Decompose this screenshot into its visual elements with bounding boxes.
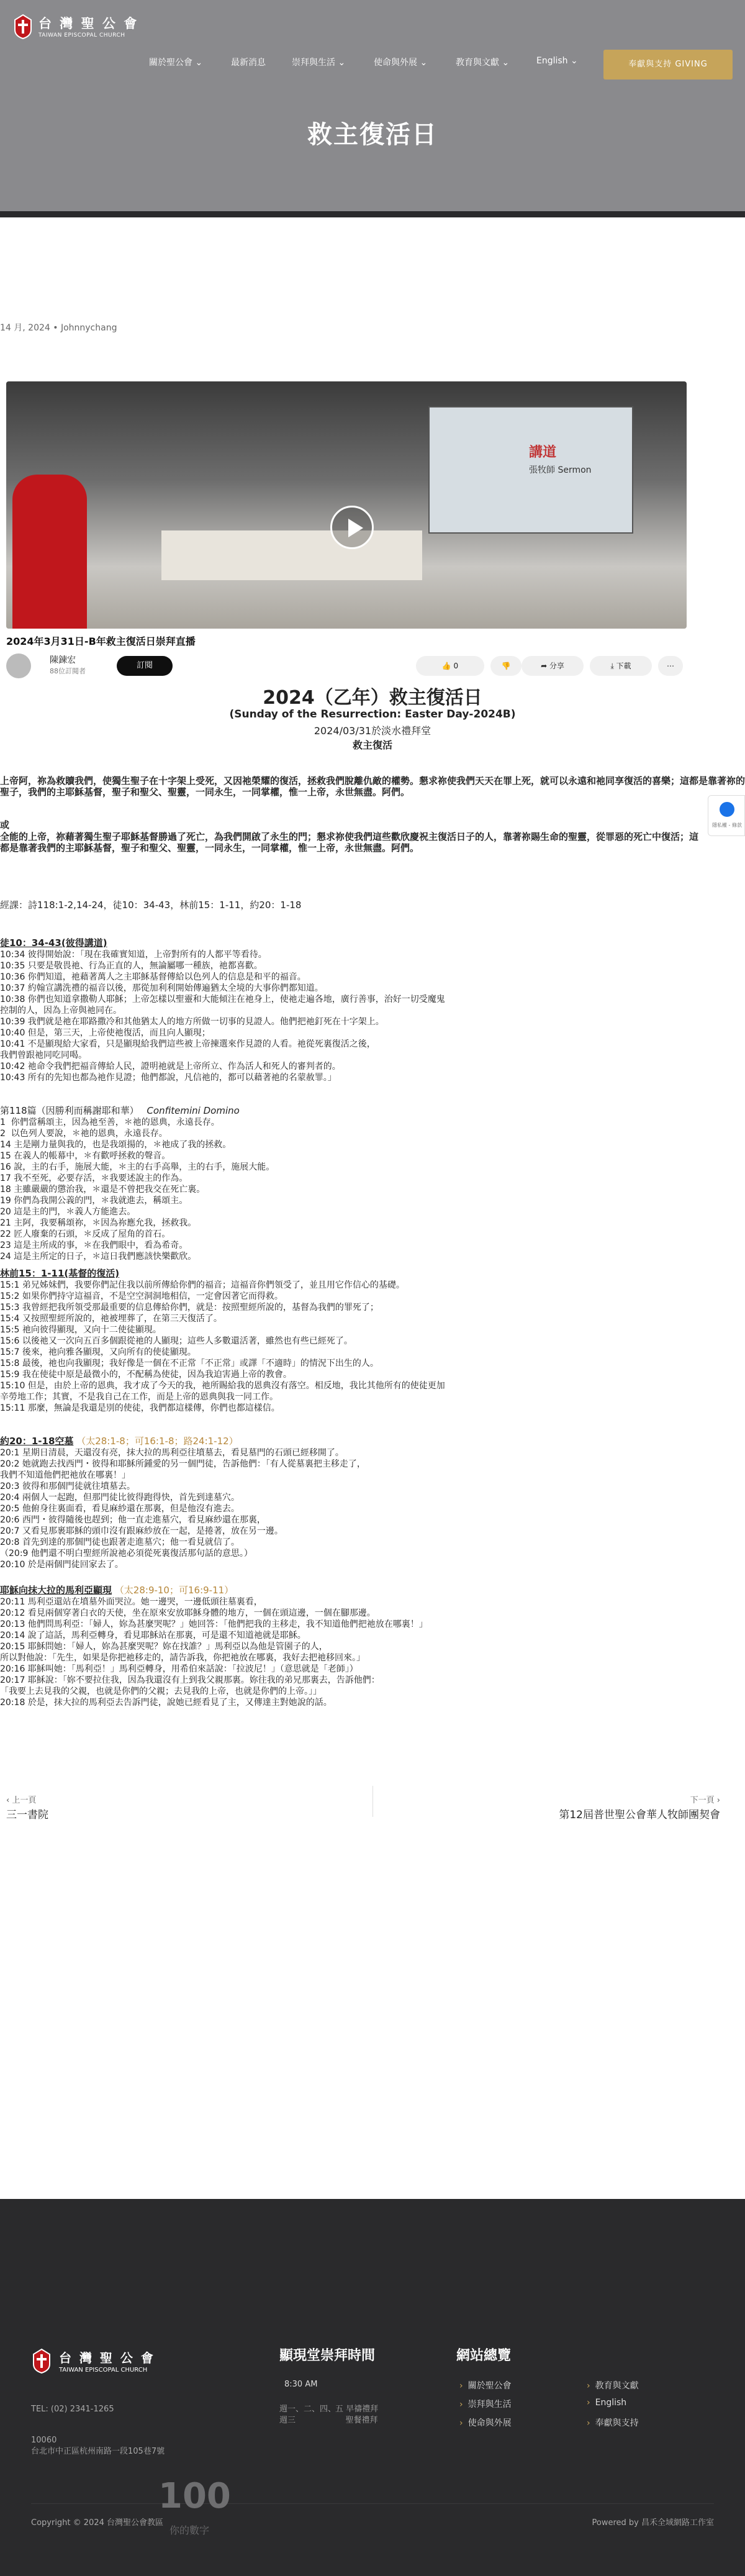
collect-1: 上帝阿，祢為救贖我們，使獨生聖子在十字架上受死，又因祂榮耀的復活，拯救我們脫離仇敵的權勢。懇求祢使我們天天在罪上死，就可以永遠和祂同享復活的喜樂；這都是靠著祢的聖子，我們的主耶穌基督，聖子和聖父、聖靈，一同永生，一同掌權，惟一上帝，永世無盡。阿們。 — [0, 775, 745, 798]
church-logo-icon — [31, 2348, 52, 2374]
cor-heading: 林前15：1-11(基督的復活) — [0, 1268, 120, 1279]
subscriber-count: 88位訂閱者 — [50, 667, 86, 675]
post-navigation — [0, 1786, 745, 1823]
share-button[interactable]: ➦ 分享 — [522, 656, 584, 676]
nav-news[interactable]: 最新消息 — [231, 58, 266, 68]
projection-screen — [428, 406, 633, 534]
prev-label[interactable]: ‹ 上一頁 — [6, 1796, 37, 1805]
psalm-heading — [0, 1104, 745, 1117]
acts-heading: 徒10：34-43(彼得講道) — [0, 937, 107, 949]
footer-brand-zh: 台 灣 聖 公 會 — [59, 2351, 155, 2365]
footer-address: 10060 台北市中正區杭州南路一段105巷7號 — [31, 2436, 165, 2456]
mary-heading — [0, 1584, 745, 1596]
site-logo[interactable] — [12, 12, 149, 47]
nav-mission[interactable]: 使命與外展 ⌄ — [374, 58, 428, 68]
page-title: 救主復活日 — [307, 121, 438, 148]
recaptcha-text: 隱私權 - 條款 — [712, 822, 742, 828]
brand-name-en: TAIWAN EPISCOPAL CHURCH — [38, 32, 125, 39]
video-caption: 2024年3月31日-B年救主復活日崇拜直播 — [6, 635, 196, 647]
nav-worship[interactable]: 崇拜與生活 ⌄ — [292, 58, 346, 68]
post-meta: 14 月, 2024 • Johnnychang — [0, 323, 117, 333]
site-header — [0, 0, 745, 69]
video-player[interactable] — [6, 381, 687, 629]
subscribe-button[interactable]: 訂閱 — [117, 656, 173, 676]
footer-link-education[interactable]: › 教育與文獻 — [587, 2379, 639, 2392]
nav-about[interactable]: 關於聖公會 ⌄ — [149, 58, 203, 68]
copyright: Copyright © 2024 台灣聖公會教區 — [31, 2518, 164, 2528]
cor-text: 15:1 弟兄姊妹們，我要你們記住我以前所傳給你們的福音；這福音你們領受了，並且用它作信心的基礎。 15:2 如果你們持守這福音，不是空空洞洞地相信，一定會因著它而得救。 15:3 我曾經把我所領受那最重要的信息傳給你們，就是：按照聖經所說的，基督為我們的罪死了； 15:4 又按照聖經所說的，祂被埋葬了，在第三天復活了。 15:5 祂向彼得顯現，又向十二使徒顯現。 15:6 以後祂又一次向五百多個跟從祂的人顯現；這些人多數還活著，雖然也有些已經死了。 15:7 後來，祂向雅各顯現，又向所有的使徒顯現。 15:8 最後，祂也向我顯現；我好像是一個在不正常「不正常」或譯「不適時」的情況下出生的人。 15:9 我在使徒中原是最微小的，不配稱為使徒，因為我迫害過上帝的教會。 15:10 但是，由於上帝的恩典，我才成了今天的我，祂所賜給我的恩典沒有落空。相反地，我比其他所有的使徒更加 辛勞地工作；其實，不是我自己在工作，而是上帝的恩典與我一同工作。 15:11 那麼，無論是我還是別的使徒，我們都這樣傳，你們也都這樣信。 — [0, 1280, 445, 1413]
score-value: 100 — [158, 2476, 231, 2516]
john-refs: （太28:1-8；可16:1-8；路24:1-12） — [76, 1436, 238, 1447]
postnav-divider — [372, 1786, 373, 1817]
footer-divider — [31, 2503, 714, 2504]
prev-post-link[interactable]: 三一書院 — [6, 1809, 48, 1821]
worship-note-1: 週一、二、四、 週三 — [279, 2405, 336, 2425]
worship-time: 8:30 AM — [284, 2380, 318, 2389]
mary-refs: （太28:9-10；可16:9-11） — [114, 1585, 234, 1596]
channel-bar — [6, 653, 689, 678]
footer-link-english[interactable]: › English — [587, 2398, 626, 2408]
mary-text: 20:11 馬利亞還站在墳墓外面哭泣。她一邊哭，一邊低頭往墓裏看， 20:12 看見兩個穿著白衣的天使，坐在原來安放耶穌身體的地方，一個在頭這邊，一個在腳那邊。 20:13 他們問馬利亞：「婦人，妳為甚麼哭呢？」她回答：「他們把我的主移走，我不知道他們把祂放在哪裏！」 20:14 說了這話，馬利亞轉身，看見耶穌站在那裏，可是還不知道祂就是耶穌。 20:15 耶穌問她：「婦人，妳為甚麼哭呢？妳在找誰？」馬利亞以為他是管園子的人， 所以對他說：「先生，如果是你把祂移走的，請告訴我，你把祂放在哪裏，我好去把祂移回來。」 20:16 耶穌叫她：「馬利亞！」馬利亞轉身，用希伯來話說：「拉波尼！」（意思就是「老師」） 20:17 耶穌說：「妳不要拉住我，因為我還沒有上到我父親那裏。妳往我的弟兄那裏去，告訴他們： 「我要上去見我的父親，也就是你們的父親；去見我的上帝，也就是你們的上帝。」」 20:18 於是，抹大拉的馬利亞去告訴門徒，說她已經看見了主，又傳達主對她說的話。 — [0, 1597, 428, 1708]
mary-title: 耶穌向抹大拉的馬利亞顯現 — [0, 1585, 112, 1596]
download-button[interactable]: ⤓ 下載 — [590, 656, 652, 676]
john-heading — [0, 1435, 745, 1447]
worship-note-2: 五 早禱禮拜 聖餐禮拜 — [335, 2405, 379, 2425]
screen-title: 講道 — [529, 445, 557, 460]
footer-link-mission[interactable]: › 使命與外展 — [459, 2416, 512, 2429]
avatar[interactable] — [6, 653, 31, 678]
footer-link-worship[interactable]: › 崇拜與生活 — [459, 2398, 512, 2410]
worship-heading: 顯現堂崇拜時間 — [279, 2348, 376, 2364]
dislike-button[interactable]: 👎 — [490, 656, 522, 676]
article-date: 2024/03/31於淡水禮拜堂 — [314, 725, 431, 737]
psalm-title: 第118篇（因勝利而稱謝耶和華） — [0, 1105, 139, 1116]
church-logo-icon — [12, 14, 34, 40]
footer-link-giving[interactable]: › 奉獻與支持 — [587, 2416, 639, 2429]
more-button[interactable]: ⋯ — [658, 656, 683, 676]
article-title: 2024（乙年）救主復活日 — [263, 687, 482, 709]
john-text: 20:1 星期日清晨，天還沒有亮，抹大拉的馬利亞往墳墓去，看見墓門的石頭已經移開了。 20:2 她就跑去找西門・彼得和耶穌所鍾愛的另一個門徒，告訴他們：「有人從墓裏把主移走了， 我們不知道他們把祂放在哪裏！」 20:3 彼得和那個門徒就往墳墓去。 20:4 兩個人一起跑，但那門徒比彼得跑得快，首先到達墓穴。 20:5 他俯身往裏面看，看見麻紗還在那裏，但是他沒有進去。 20:6 西門・彼得隨後也趕到；他一直走進墓穴，看見麻紗還在那裏， 20:7 又看見那裹耶穌的頭巾沒有跟麻紗放在一起，是捲著，放在另一邊。 20:8 首先到達的那個門徒也跟著走進墓穴；他一看見就信了。 （20:9 他們還不明白聖經所說祂必須從死裏復活那句話的意思。） 20:10 於是兩個門徒回家去了。 — [0, 1448, 366, 1570]
sitemap-heading: 網站總覽 — [456, 2348, 512, 2364]
nav-english[interactable]: English ⌄ — [536, 56, 578, 66]
acts-text: 10:34 彼得開始說：「現在我確實知道，上帝對所有的人都平等看待。 10:35 只要是敬畏祂、行為正直的人，無論屬哪一種族，祂都喜歡。 10:36 你們知道，祂藉著萬人之主耶穌基督傳給以色列人的信息是和平的福音。 10:37 約翰宣講洗禮的福音以後，那從加利利開始傳遍猶太全境的大事你們都知道。 10:38 你們也知道拿撒勒人耶穌；上帝怎樣以聖靈和大能傾注在祂身上，使祂走遍各地，廣行善事，治好一切受魔鬼 控制的人，因為上帝與祂同在。 10:39 我們就是祂在耶路撒冷和其他猶太人的地方所做一切事的見證人。他們把祂釘死在十字架上。 10:40 但是，第三天，上帝使祂復活，而且向人顯現； 10:41 不是顯現給大家看，只是顯現給我們這些被上帝揀選來作見證的人看。祂從死裏復活之後， 我們曾跟祂同吃同喝。 10:42 祂命令我們把福音傳給人民，證明祂就是上帝所立、作為活人和死人的審判者的。 10:43 所有的先知也都為祂作見證；他們都說，凡信祂的，都可以藉著祂的名蒙赦罪。」 — [0, 950, 445, 1083]
screen-subtitle: 張牧師 Sermon — [529, 465, 592, 475]
footer-tel: TEL: (02) 2341-1265 — [31, 2405, 114, 2414]
next-label[interactable]: 下一頁 › — [690, 1796, 720, 1805]
recaptcha-badge[interactable] — [708, 795, 745, 836]
article-subtitle: (Sunday of the Resurrection: Easter Day-2024B) — [229, 708, 516, 721]
recaptcha-icon — [720, 802, 734, 817]
collect-or: 或 — [0, 819, 10, 831]
channel-name[interactable]: 陳鍊宏 — [50, 655, 76, 665]
like-button[interactable]: 👍 0 — [416, 656, 484, 676]
brand-name-zh: 台 灣 聖 公 會 — [38, 16, 139, 31]
altar — [161, 530, 422, 580]
hero-bottom-band — [0, 211, 745, 217]
footer-link-about[interactable]: › 關於聖公會 — [459, 2379, 512, 2392]
site-footer — [0, 2199, 745, 2576]
collect-2: 全能的上帝，祢藉著獨生聖子耶穌基督勝過了死亡，為我們開啟了永生的門；懇求祢使我們這些歡欣慶祝主復活日子的人，靠著祢賜生命的聖靈，從罪惡的死亡中復活；這都是靠著我們的主耶穌基督，聖子和聖父、聖靈，一同永生，一同掌權，惟一上帝，永世無盡。阿們。 — [0, 831, 699, 853]
john-title: 約20：1-18空墓 — [0, 1436, 74, 1447]
next-post-link[interactable]: 第12屆普世聖公會華人牧師團契會 — [559, 1809, 720, 1821]
article-service: 救主復活 — [352, 739, 392, 751]
psalm-text: 1 你們當稱頌主，因為祂至善，＊祂的恩典，永遠長存。 2 以色列人要說，＊祂的恩典，永遠長存。 14 主是剛力量與我的，也是我頌揚的，＊祂成了我的拯救。 15 在義人的帳幕中，＊有歡呼拯救的聲音。 16 說，主的右手，施展大能，＊主的右手高舉，主的右手，施展大能。 17 我不至死，必要存活，＊我要述說主的作為。 18 主雖嚴嚴的懲治我，＊還是不曾把我交在死亡裏。 19 你們為我開公義的門，＊我就進去，稱頌主。 20 這是主的門，＊義人方能進去。 21 主阿，我要稱頌祢，＊因為祢應允我，拯救我。 22 匠人廢棄的石頭，＊反成了屋角的首石。 23 這是主所成的事，＊在我們眼中，看為希奇。 24 這是主所定的日子，＊這日我們應該快樂歡欣。 — [0, 1117, 275, 1262]
psalm-latin: Confitemini Domino — [147, 1105, 240, 1116]
score-label: 你的數字 — [169, 2524, 210, 2536]
priest-figure — [12, 475, 87, 629]
giving-button[interactable]: 奉獻與支持 GIVING — [603, 50, 733, 80]
nav-education[interactable]: 教育與文獻 ⌄ — [456, 58, 510, 68]
powered-by[interactable]: Powered by 昌禾全域網路工作室 — [592, 2518, 714, 2528]
footer-brand-en: TAIWAN EPISCOPAL CHURCH — [59, 2367, 148, 2373]
play-icon[interactable] — [330, 506, 374, 549]
readings-line: 經課：詩118:1-2,14-24，徒10：34-43，林前15：1-11，約20：1-18 — [0, 899, 302, 911]
